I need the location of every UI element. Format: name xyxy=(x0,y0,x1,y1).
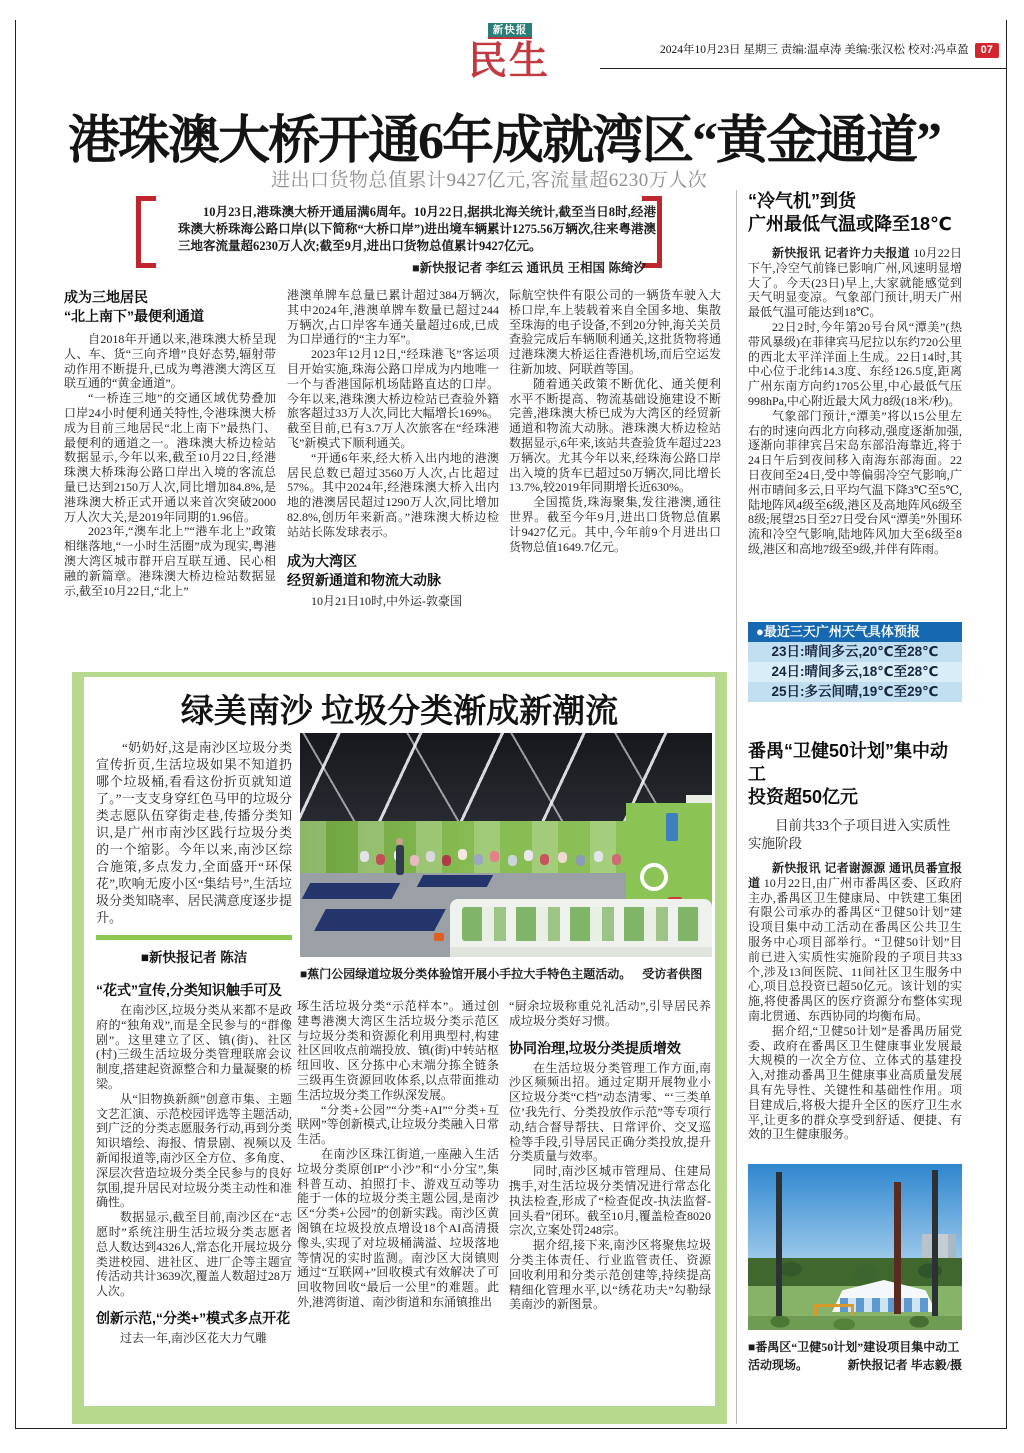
forecast-header: ●最近三天广州天气具体预报 xyxy=(748,622,962,642)
photo-city-model xyxy=(450,899,712,957)
paragraph: “一桥连三地”的交通区域优势叠加口岸24小时便利通关特性,令港珠澳大桥成为目前三地居民“北上南下”最热门、最便利的通道之一。港珠澳大桥边检站数据显示,今年以来,截至10月22日,经港珠澳大桥珠海公路口岸出入境的客流总量已达到2150万人次,同比增加84.8%,是港珠澳大桥正式开通以来首次突破2000万人次大关,是2019年同期的1.96倍。 xyxy=(64,391,276,524)
article-title: 番禺“卫健50计划”集中动工 xyxy=(748,741,949,784)
paragraph: 据介绍,接下来,南沙区将聚焦垃圾分类主体责任、行业监管责任、资源回收利用和分类示范创建等,持续提高精细化管理水平,以“绣花功夫”勾勒绿美南沙的新图景。 xyxy=(509,1238,711,1312)
column-subhead: 成为三地居民 xyxy=(64,289,148,305)
paragraph: “分类+公园”“分类+AI”“分类+互联网”等创新模式,让垃圾分类融入日常生活。 xyxy=(297,1102,499,1147)
dateline-text: 2024年10月23日 星期三 责编:温卓涛 美编:张汉松 校对:冯卓盈 xyxy=(660,44,969,56)
forecast-row: 23日:晴间多云,20℃至28℃ xyxy=(748,642,962,662)
photo-audience xyxy=(360,851,369,862)
nansha-middle-column xyxy=(297,999,499,1310)
green-divider xyxy=(96,935,292,940)
column-subhead: 经贸新通道和物流大动脉 xyxy=(287,571,441,588)
paragraph: 际航空快件有限公司的一辆货车驶入大桥口岸,车上装载着来自全国多地、集散至珠海的电子设备,不到20分钟,海关关员查验完成后车辆顺利通关,这批货物将通过港珠澳大桥运往香港机场,而后空运发往新加坡、阿联酋等国。 xyxy=(509,288,721,376)
section-title: 民生 xyxy=(468,40,551,83)
photo-bushes xyxy=(748,1316,962,1330)
nansha-left-column xyxy=(96,739,292,1346)
article-title: “冷气机”到货 xyxy=(748,191,856,211)
caption-line: 活动现场。 xyxy=(748,1358,809,1372)
paragraph xyxy=(748,246,962,320)
main-column-1 xyxy=(64,288,276,598)
main-byline: ■新快报记者 李红云 通讯员 王相国 陈绮汐 xyxy=(412,261,646,275)
paragraph: 据介绍,“卫健50计划”是番禺历届党委、政府在番禺区卫生健康事业发展最大规模的一次全方位、立体式的基建投入,对推动番禺卫生健康事业高质量发展具有先导性、关键性和基础性作用。项目建成后,将极大提升全区的医疗卫生水平,让更多的群众享受到舒适、便捷、有效的卫生健康服务。 xyxy=(748,1023,962,1142)
paragraph: 在生活垃圾分类管理工作方面,南沙区频频出招。通过定期开展物业小区垃圾分类“C档”动态清零、“‘三类单位’我先行、分类投放作示范”等专项行动,结合督导帮扶、日常评价、交叉巡检等手段,引导居民正确分类投放,提升分类质量与效率。 xyxy=(509,1060,711,1164)
photo-blue-sign xyxy=(666,813,678,841)
construction-photo xyxy=(748,1164,962,1330)
photo-speaker xyxy=(396,845,404,875)
pile-driver-rig xyxy=(894,1182,901,1314)
newspaper-logo: 新快报 xyxy=(488,23,532,37)
column-subhead: “花式”宣传,分类知识触手可及 xyxy=(96,982,282,998)
photo-table xyxy=(314,909,446,931)
nansha-intro: “奶奶好,这是南沙区垃圾分类宣传折页,生活垃圾如果不知道扔哪个垃圾桶,看看这份折页就知道了。”一支支身穿红色马甲的垃圾分类志愿队伍穿街走巷,传播分类知识,是广州市南沙区践行垃圾分类的一个缩影。今年以来,南沙区综合施策,多点发力,全面盛开“环保花”,吹响无废小区“集结号”,生活垃圾分类知晓率、居民满意度逐步提升。 xyxy=(96,740,292,925)
logo-underline xyxy=(488,37,532,39)
nansha-right-column xyxy=(509,999,711,1312)
nansha-photo-caption xyxy=(300,965,712,983)
weather-forecast-box xyxy=(748,622,962,702)
paragraph: 2023年,“澳车北上”“港车北上”政策相继落地,“一小时生活圈”成为现实,粤港澳大湾区城市群开启互联互通、民心相融的新篇章。港珠澳大桥边检站数据显示,截至10月22日,“北上” xyxy=(64,524,276,598)
lead-paragraph: 10月23日,港珠澳大桥开通届满6周年。10月22日,据拱北海关统计,截至当日8时,经港珠澳大桥珠海公路口岸(以下简称“大桥口岸”)进出境车辆累计1275.56万辆次,往来粤港澳三地客流量超6230万人次;截至9月,进出口货物总值累计9427亿元。 xyxy=(178,205,656,253)
column-subhead: 协同治理,垃圾分类提质增效 xyxy=(509,1039,681,1056)
paragraph: 在南沙区,垃圾分类从来都不是政府的“独角戏”,而是全民参与的“群像剧”。这里建立了区、镇(街)、社区(村)三级生活垃圾分类管理联席会议制度,搭建起资源整合和力量凝聚的桥梁。 xyxy=(96,1003,292,1091)
paragraph: “开通6年来,经大桥入出内地的港澳居民总数已超过3560万人次,占比超过57%。其中2024年,经港珠澳大桥入出内地的港澳居民超过1290万人次,同比增加82.8%,创历年来新高。”港珠澳大桥边检站站长陈发球表示。 xyxy=(287,450,499,539)
cold-article xyxy=(748,190,962,557)
paragraph: “厨余垃圾称重兑礼活动”,引导居民养成垃圾分类好习惯。 xyxy=(509,999,711,1028)
main-headline: 港珠澳大桥开通6年成就湾区“黄金通道” xyxy=(68,113,941,170)
photo-stool xyxy=(434,933,444,941)
paragraph: 数据显示,截至目前,南沙区在“志愿时”系统注册生活垃圾分类志愿者总人数达到4326人,常态化开展垃圾分类进校园、进社区、进厂企等主题宣传活动共计3639次,覆盖人数超过28万人次。 xyxy=(96,1210,292,1299)
header-rule xyxy=(600,68,1007,69)
photographer-credit: 新快报记者 毕志毅/摄 xyxy=(847,1358,962,1372)
photo-logo-ring xyxy=(640,863,668,891)
caption-line: ■番禺区“卫健50计划”建设项目集中动工 xyxy=(748,1340,960,1354)
pile-driver-rig xyxy=(776,1172,782,1318)
paragraph: 气象部门预计,“潭美”将以15公里左右的时速向西北方向移动,强度逐渐加强,逐渐向菲律宾吕宋岛东部沿海靠近,将于24日午后到夜间移入南海东部海面。22日夜间至24日,受中等偏弱冷空气影响,广州市晴间多云,日平均气温下降3℃至5℃,陆地阵风4级至6级,港区及高地阵风6级至8级;展望25日至27日受台风“潭美”外围环流和冷空气影响,陆地阵风加大至6级至8级,港区和高地7级至9级,并伴有阵雨。 xyxy=(748,408,962,556)
paragraph: 同时,南沙区城市管理局、住建局携手,对生活垃圾分类情况进行常态化执法检查,形成了“检查促改-执法监督-回头看”闭环。截至10月,覆盖检查8020宗次,立案处罚248宗。 xyxy=(509,1164,711,1238)
panyu-article xyxy=(748,740,962,1142)
main-column-2 xyxy=(287,288,499,608)
photo-table xyxy=(417,875,493,887)
exhibition-photo xyxy=(300,733,712,957)
photo-buildings xyxy=(922,1234,956,1260)
forecast-row: 24日:晴间多云,18℃至28℃ xyxy=(748,662,962,682)
nansha-article-box xyxy=(72,672,727,1424)
main-column-3 xyxy=(509,288,721,554)
photographer-credit: 受访者供图 xyxy=(642,967,703,981)
panyu-photo-caption xyxy=(748,1338,962,1374)
nansha-title: 绿美南沙 垃圾分类渐成新潮流 xyxy=(180,694,619,730)
paragraph: 2023年12月12日,“经珠港飞”客运项目开始实施,珠海公路口岸成为内地唯一一个与香港国际机场陆路直达的口岸。今年以来,港珠澳大桥边检站已查验外籍旅客超过33万人次,同比大幅增长169%。截至目前,已有3.7万人次旅客在“经珠港飞”新模式下顺利通关。 xyxy=(287,347,499,450)
paragraph-text: 10月22日,由广州市番禺区委、区政府主办,番禺区卫生健康局、中铁建工集团有限公司承办的番禺区“卫健50计划”建设项目集中动工活动在番禺区公共卫生服务中心项目部举行。“卫健50计划”目前已进入实质性实施阶段的子项目共33个,涉及13间医院、11间社区卫生服务中心,项目总投资已超50亿元。该计划的实施,将使番禺区的医疗资源分布整体实现南北贯通、东西协同的均衡布局。 xyxy=(748,875,962,1023)
paragraph: 10月21日10时,中外运-敦豪国 xyxy=(311,593,462,608)
paragraph: 港澳单牌车总量已累计超过384万辆次,其中2024年,港澳单牌车数量已超过244万辆次,占口岸客车通关量超过6成,已成为口岸通行的“主力军”。 xyxy=(287,288,499,347)
main-deck: 进出口货物总值累计9427亿元,客流量超6230万人次 xyxy=(271,170,708,191)
paragraph: 随着通关政策不断优化、通关便利水平不断提高、物流基础设施建设不断完善,港珠澳大桥已成为大湾区的经贸新通道和物流大动脉。港珠澳大桥边检站数据显示,6年来,该站共查验货车超过223万辆次。尤其今年以来,经珠海公路口岸出入境的货车已超过50万辆次,同比增长13.7%,较2019年同期增长近630%。 xyxy=(509,376,721,495)
reporter-credit: 新快报讯 记者谢源源 通讯员番宣报道 xyxy=(748,861,962,890)
article-subtitle: 目前共33个子项目进入实质性实施阶段 xyxy=(748,818,951,851)
page-number: 07 xyxy=(975,43,999,58)
pile-driver-rig xyxy=(932,1170,938,1318)
photo-model-blocks xyxy=(462,907,700,941)
forecast-row: 25日:多云间晴,19℃至29℃ xyxy=(748,682,962,702)
paragraph: 在南沙区珠江街道,一座融入生活垃圾分类原创IP“小沙”和“小分宝”,集科普互动、拍照打卡、游戏互动等功能于一体的垃圾分类主题公园,是南沙区“分类+公园”的创新实践。南沙区黄阁镇在垃圾投放点增设18个AI高清摄像头,实现了对垃圾桶满溢、垃圾落地等情况的实时监测。南沙区大岗镇则通过“互联网+”回收模式有效解决了可回收物回收“最后一公里”的难题。此外,港湾街道、南沙街道和东涌镇推出 xyxy=(297,1146,499,1309)
photo-speaker-head xyxy=(396,838,403,845)
lead-box xyxy=(136,196,662,275)
caption-text: ■蕉门公园绿道垃圾分类体验馆开展小手拉大手特色主题活动。 xyxy=(300,967,632,981)
reporter-credit: 新快报讯 记者许力夫报道 xyxy=(772,246,914,260)
paragraph: 全国揽货,珠海聚集,发往港澳,通往世界。截至今年9月,进出口货物总值累计9427亿元。其中,今年前9个月进出口货物总值1649.7亿元。 xyxy=(509,495,721,554)
paragraph: 22日2时,今年第20号台风“潭美”(热带风暴级)在菲律宾马尼拉以东约720公里的西北太平洋洋面上生成。22日14时,其中心位于北纬14.3度、东经126.5度,距离广州东南方向约1705公里,中心最低气压998hPa,中心附近最大风力8级(18米/秒)。 xyxy=(748,319,962,408)
paragraph xyxy=(748,861,962,1024)
article-title: 投资超50亿元 xyxy=(748,787,859,807)
column-subhead: 成为大湾区 xyxy=(287,552,357,569)
dateline-row xyxy=(660,42,999,58)
paragraph: 过去一年,南沙区花大力气雕 xyxy=(120,1330,268,1345)
column-divider xyxy=(736,190,737,1424)
column-subhead: “北上南下”最便利通道 xyxy=(64,308,204,324)
paragraph: 自2018年开通以来,港珠澳大桥呈现人、车、货“三向齐增”良好态势,辐射带动作用不断提升,已成为粤港澳大湾区互联互通的“黄金通道”。 xyxy=(64,332,276,391)
paragraph: 从“旧物换新颜”创意市集、主题文艺汇演、示范校园评选等主题活动,到广泛的分类志愿服务行动,再到分类知识墙绘、海报、情景剧、视频以及新闻报道等,南沙区全方位、多角度、深层次营造垃圾分类全民参与的良好氛围,提升居民对垃圾分类主动性和准确性。 xyxy=(96,1091,292,1210)
paragraph-text: 10月22日下午,冷空气前锋已影响广州,风速明显增大了。今天(23日)早上,大家就能感觉到天气明显变凉。气象部门预计,明天广州最低气温可能达到18℃。 xyxy=(748,246,962,320)
nansha-byline: ■新快报记者 陈洁 xyxy=(140,950,248,965)
photo-table xyxy=(302,883,401,899)
article-title: 广州最低气温或降至18℃ xyxy=(748,214,952,234)
paragraph: 琢生活垃圾分类“示范样本”。通过创建粤港澳大湾区生活垃圾分类示范区与垃圾分类和资源化利用典型村,构建社区回收点前端投放、镇(街)中转站枢纽回收、区分拣中心末端分拣全链条三级再生资源回收体系,以点带面推动生活垃圾分类工作纵深发展。 xyxy=(297,999,499,1102)
column-subhead: 创新示范,“分类+”模式多点开花 xyxy=(96,1309,291,1326)
